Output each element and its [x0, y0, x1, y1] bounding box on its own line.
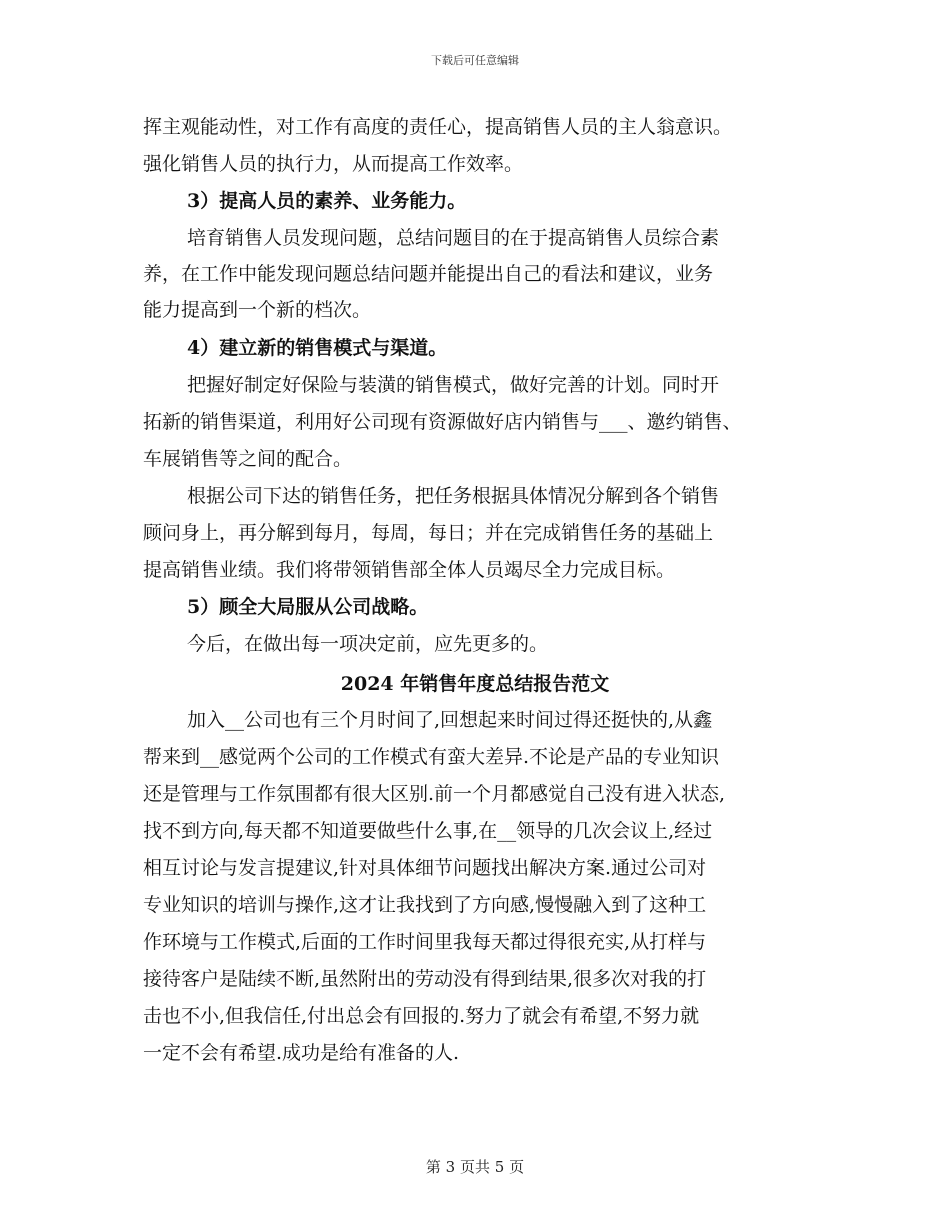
text-line: 帮来到__感觉两个公司的工作模式有蛮大差异.不论是产品的专业知识 [143, 746, 720, 768]
text-line: 专业知识的培训与操作,这才让我找到了方向感,慢慢融入到了这种工 [143, 894, 707, 916]
text-line: 一定不会有希望.成功是给有准备的人. [143, 1042, 460, 1064]
text-line: 作环境与工作模式,后面的工作时间里我每天都过得很充实,从打样与 [143, 931, 707, 953]
section-heading-5: 5）顾全大局服从公司战略。 [187, 596, 429, 618]
text-line: 顾问身上，再分解到每月，每周，每日；并在完成销售任务的基础上 [143, 522, 714, 544]
text-line: 根据公司下达的销售任务，把任务根据具体情况分解到各个销售 [187, 485, 720, 507]
text-line: 车展销售等之间的配合。 [143, 448, 353, 470]
text-line: 还是管理与工作氛围都有很大区别.前一个月都感觉自己没有进入状态, [143, 783, 726, 805]
text-line: 接待客户是陆续不断,虽然附出的劳动没有得到结果,很多次对我的打 [143, 968, 707, 990]
text-line: 今后，在做出每一项决定前，应先更多的。 [187, 633, 549, 655]
text-line: 拓新的销售渠道，利用好公司现有资源做好店内销售与___、邀约销售、 [143, 411, 742, 433]
text-line: 挥主观能动性，对工作有高度的责任心，提高销售人员的主人翁意识。 [143, 116, 733, 138]
text-line: 把握好制定好保险与装潢的销售模式，做好完善的计划。同时开 [187, 374, 720, 396]
section-heading-3: 3）提高人员的素养、业务能力。 [187, 190, 467, 212]
text-line: 养，在工作中能发现问题总结问题并能提出自己的看法和建议，业务 [143, 263, 714, 285]
text-line: 击也不小,但我信任,付出总会有回报的.努力了就会有希望,不努力就 [143, 1005, 700, 1027]
text-line: 加入__公司也有三个月时间了,回想起来时间过得还挺快的,从鑫 [187, 709, 713, 731]
text-line: 培育销售人员发现问题，总结问题目的在于提高销售人员综合素 [187, 227, 720, 249]
report-title: 2024 年销售年度总结报告范文 [340, 673, 610, 695]
text-line: 找不到方向,每天都不知道要做些什么事,在__领导的几次会议上,经过 [143, 820, 713, 842]
page-footer: 第 3 页共 5 页 [425, 1158, 525, 1176]
text-line: 提高销售业绩。我们将带领销售部全体人员竭尽全力完成目标。 [143, 559, 676, 581]
section-heading-4: 4）建立新的销售模式与渠道。 [187, 337, 448, 359]
page-header: 下载后可任意编辑 [431, 54, 519, 67]
text-line: 相互讨论与发言提建议,针对具体细节问题找出解决方案.通过公司对 [143, 857, 707, 879]
text-line: 能力提高到一个新的档次。 [143, 299, 372, 321]
text-line: 强化销售人员的执行力，从而提高工作效率。 [143, 153, 524, 175]
